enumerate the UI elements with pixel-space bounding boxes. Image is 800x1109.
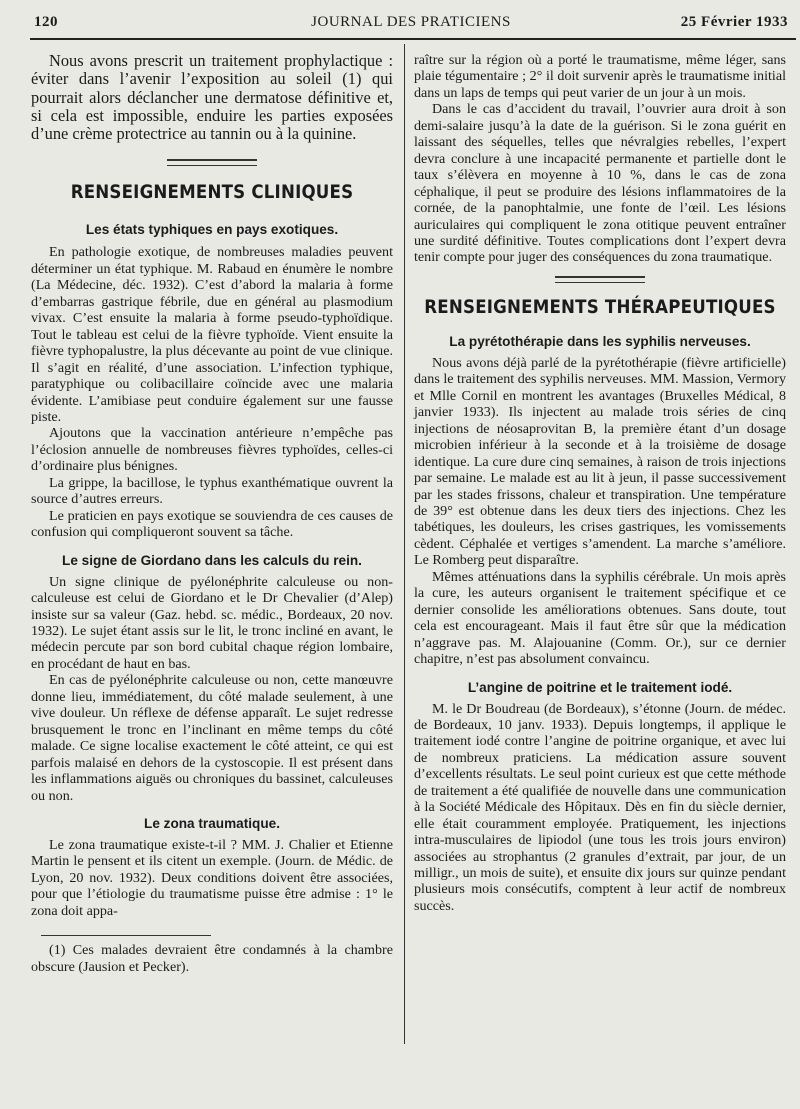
column-divider: [404, 44, 405, 1044]
page-number: 120: [34, 14, 58, 30]
right-column: [414, 52, 786, 914]
paragraph: raître sur la région où a porté le traumatisme, même léger, sans plaie tégumentaire ; 2° il doit survenir après le traumatisme initial dans un laps de temps qui peut varier de un jour à un mois.: [414, 52, 786, 101]
paragraph: Un signe clinique de pyélonéphrite calculeuse ou non-calculeuse est celui de Giordano et le Dr Chevalier (d’Alep) insiste sur sa valeur (Gaz. hebd. sc. médic., Bordeaux, 20 nov. 1932). Le sujet étant assis sur le lit, le tronc incliné en avant, le médecin percute par son bord cubital chaque région lombaire, en procédant de haut en bas.: [31, 573, 393, 672]
paragraph: Le zona traumatique existe-t-il ? MM. J. Chalier et Etienne Martin le pensent et ils citent un exemple. (Journ. de Médic. de Lyon, 20 nov. 1932). Deux conditions doivent être associées, pour que l’étiologie du traumatisme puisse être admise : 1° le zona doit appa-: [31, 836, 393, 919]
footnote: (1) Ces malades devraient être condamnés à la chambre obscure (Jausion et Pecker).: [31, 942, 393, 975]
section-title-clinical: RENSEIGNEMENTS CLINIQUES: [70, 182, 354, 204]
issue-date: 25 Février 1933: [680, 14, 788, 30]
section-rule: [555, 276, 645, 283]
article-title-angine: L’angine de poitrine et le traitement iodé.: [467, 679, 733, 695]
journal-title: JOURNAL DES PRATICIENS: [311, 14, 511, 30]
paragraph: Dans le cas d’accident du travail, l’ouvrier aura droit à son demi-salaire jusqu’à la date de la guérison. Si le zona guérit en laissant des séquelles, telles que névralgies rebelles, l’expert devra conclure à une incapacité permanente et partielle dont le taux s’élèvera en moyenne à 10 %, dans le cas de zona céphalique, il peut se produire des lésions inflammatoires de la cornée, de la panophtalmie, une fonte de l’œil. Les lésions auriculaires qui compliquent le zona otitique peuvent entraîner une surdité définitive. Toutes complications dont l’expert devra tenir compte pour juger des conséquences du zona traumatique.: [414, 101, 786, 266]
article-title-typhiques: Les états typhiques en pays exotiques.: [85, 222, 339, 238]
paragraph: Nous avons déjà parlé de la pyrétothérapie (fièvre artificielle) dans le traitement des syphilis nerveuses. MM. Massion, Vermory et Mlle Cornil en montrent les avantages (Bruxelles Médical, 8 janvier 1933). Ils injectent au malade trois séries de cinq injections de néosaprovitan B, la première étant d’un dosage microbien inférieur à la seconde et à la troisième de dosage identique. La cure dure cinq semaines, à raison de trois injections par semaine. Le malade est au lit à jeun, il passe successivement par les stades frissons, chaleur et transpiration. Une température de 39° est obtenue dans les deux tiers des injections. Chez les tabétiques, les douleurs, les crises gastriques, les vomissements cèdent. Céphalée et vertiges s’amendent. La marche s’améliore. Le Romberg peut disparaître.: [414, 354, 786, 569]
section-title-therapeutic: RENSEIGNEMENTS THÉRAPEUTIQUES: [424, 296, 776, 318]
section-rule: [167, 159, 257, 166]
header-rule: [30, 38, 796, 40]
article-title-pyretotherapie: La pyrétothérapie dans les syphilis nerveuses.: [449, 333, 751, 349]
left-column: [31, 52, 393, 975]
article-title-zona: Le zona traumatique.: [144, 815, 280, 831]
paragraph: La grippe, la bacillose, le typhus exanthématique ouvrent la source d’autres erreurs.: [31, 474, 393, 508]
paragraph: M. le Dr Boudreau (de Bordeaux), s’étonne (Journ. de médec. de Bordeaux, 10 janv. 1933). Depuis longtemps, il applique le traitement iodé contre l’angine de poitrine organique, et avec lui de nombreux praticiens. La médication assure souvent d’excellents résultats. Le seul point curieux est que cette méthode de traitement a été qualifiée de nouvelle dans une communication à la Société Médicale des Hôpitaux. Dès en fin du siècle dernier, elle était couramment employée. Pratiquement, les injections intra-musculaires de lipiodol (une tous les trois jours environ) associées au strophantus (2 granules d’extrait, par jour, de un milligr., un mois de suite), et ensuite dix jours sur quinze pendant plusieurs mois consécutifs, comptent à leur actif de nombreux succès.: [414, 700, 786, 914]
article-title-giordano: Le signe de Giordano dans les calculs du rein.: [62, 552, 362, 568]
paragraph: Mêmes atténuations dans la syphilis cérébrale. Un mois après la cure, les auteurs organisent le traitement spécifique et ce dernier consolide les améliorations obtenues. Sans doute, tout cela est encourageant. Mais il faut être sûr que la médication n’aggrave pas. M. Alajouanine (Comm. Or.), sur ce dernier chapitre, n’est pas absolument convaincu.: [414, 568, 786, 668]
paragraph: En cas de pyélonéphrite calculeuse ou non, cette manœuvre donne lieu, immédiatement, du côté malade seulement, à une vive douleur. Un réflexe de défense apparaît. Le sujet redresse brusquement le tronc en l’inclinant en même temps du côté malade. Ce signe localise exactement le côté atteint, ce qui est parfois malaisé en dehors de la cystoscopie. Il est présent dans les inflammations aiguës ou chroniques du bassinet, calculeuses ou non.: [31, 672, 393, 804]
intro-paragraph: Nous avons prescrit un traitement prophylactique : éviter dans l’avenir l’exposition au soleil (1) qui pourrait alors déclancher une dermatose définitive et, si cela est impossible, enduire les parties exposées d’une crème protectrice au tannin ou à la quinine.: [31, 51, 393, 144]
paragraph: Le praticien en pays exotique se souviendra de ces causes de confusion qui compliqueront souvent sa tâche.: [31, 507, 393, 541]
paragraph: En pathologie exotique, de nombreuses maladies peuvent déterminer un état typhique. M. Rabaud en énumère le nombre (La Médecine, déc. 1932). C’est d’abord la malaria à forme d’embarras gastrique fébrile, due en général au plasmodium vivax. C’est ensuite la malaria à forme pseudo-typhoïdique. Tout le tableau est celui de la fièvre typhoïde. Vient ensuite la fièvre typhopalustre, la plus décevante au point de vue clinique. Il s’agit en réalité, d’une association. L’infection typhique, paratyphique ou colibacillaire coïncide avec une malaria évidente. L’amibiase peut conduire également sur une fausse piste.: [31, 244, 393, 426]
paragraph: Ajoutons que la vaccination antérieure n’empêche pas l’éclosion annuelle de nombreuses fièvres typhoïdes, celles-ci d’ordinaire plus bénignes.: [31, 425, 393, 475]
page-header: [30, 14, 792, 36]
footnote-rule: [41, 935, 211, 936]
